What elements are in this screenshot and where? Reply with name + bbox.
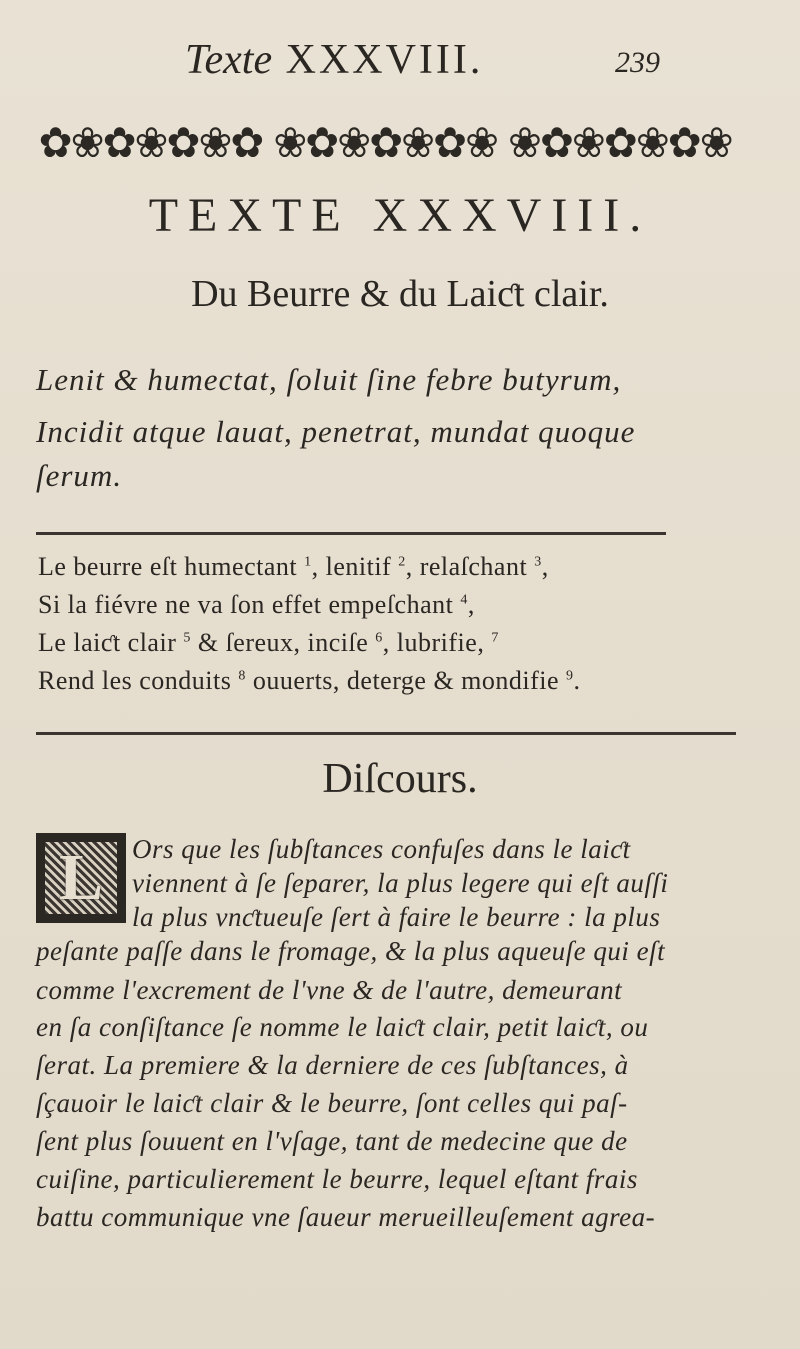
fleuron-ornament-band: ✿❀✿❀✿❀✿ ❀✿❀✿❀✿❀ ❀✿❀✿❀✿❀ [38, 118, 732, 167]
running-head-title-roman: XXXVIII. [272, 37, 484, 83]
note-ref: 8 [238, 668, 246, 684]
divider-rule [36, 532, 666, 535]
prose-line: cuiſine, particulierement le beurre, lequel eſtant frais [36, 1164, 638, 1194]
section-subtitle: Du Beurre & du Laiƈt clair. [191, 273, 609, 315]
translation-text: , [467, 590, 475, 619]
section-heading: TEXTE XXXVIII. [148, 189, 652, 242]
translation-text: , relaſchant [405, 552, 535, 581]
divider-rule [36, 732, 736, 735]
translation-text: Le beurre eſt humectant [38, 552, 305, 581]
running-head [0, 28, 800, 88]
decorated-initial-frame [45, 842, 117, 914]
translation-text: ouuerts, deterge & mondifie [245, 666, 567, 695]
decorated-initial [36, 833, 126, 923]
latin-verse-line: Incidit atque lauat, penetrat, mundat quoque [36, 414, 636, 449]
note-ref: 4 [460, 592, 468, 608]
prose-line: la plus vnƈtueuſe ſert à faire le beurre : la plus [132, 902, 661, 932]
translation-line [38, 628, 758, 658]
latin-verse-line: ſerum. [36, 458, 123, 493]
prose-line: battu communique vne ſaueur merueilleuſement agrea- [36, 1202, 656, 1232]
note-ref: 1 [304, 554, 312, 570]
dropcap-letter: L [58, 841, 104, 914]
translation-line [38, 666, 758, 696]
latin-verse-line: Lenit & humectat, ſoluit ſine febre butyrum, [36, 362, 622, 397]
translation-line [38, 590, 758, 620]
prose-line: en ſa conſiſtance ſe nomme le laiƈt clair, petit laiƈt, ou [36, 1012, 649, 1042]
prose-line: ſent plus ſouuent en l'vſage, tant de medecine que de [36, 1126, 628, 1156]
translation-line [38, 552, 758, 582]
running-head-title-italic: Texte [185, 37, 273, 83]
translation-text: & ſereux, inciſe [190, 628, 376, 657]
translation-text: Rend les conduits [38, 666, 239, 695]
prose-line: peſante paſſe dans le fromage, & la plus aqueuſe qui eſt [36, 936, 666, 966]
note-ref: 7 [491, 630, 499, 646]
prose-line: viennent à ſe ſeparer, la plus legere qui eſt auſſi [132, 868, 669, 898]
prose-line: Ors que les ſubſtances confuſes dans le laiƈt [132, 834, 631, 864]
translation-text: Si la fiévre ne va ſon effet empeſchant [38, 590, 461, 619]
running-head-title [185, 36, 483, 84]
note-ref: 5 [183, 630, 191, 646]
translation-text: , lubrifie, [382, 628, 492, 657]
note-ref: 2 [398, 554, 406, 570]
prose-line: ſçauoir le laiƈt clair & le beurre, ſont celles qui paſ- [36, 1088, 628, 1118]
note-ref: 6 [375, 630, 383, 646]
translation-text: . [573, 666, 581, 695]
page-number: 239 [615, 46, 660, 79]
note-ref: 3 [534, 554, 542, 570]
translation-text: Le laiƈt clair [38, 628, 184, 657]
translation-text: , [541, 552, 549, 581]
prose-line: ſerat. La premiere & la derniere de ces ſubſtances, à [36, 1050, 629, 1080]
prose-line: comme l'excrement de l'vne & de l'autre, demeurant [36, 975, 623, 1005]
translation-text: , lenitif [311, 552, 399, 581]
discours-title: Diſcours. [322, 756, 478, 802]
note-ref: 9 [566, 668, 574, 684]
